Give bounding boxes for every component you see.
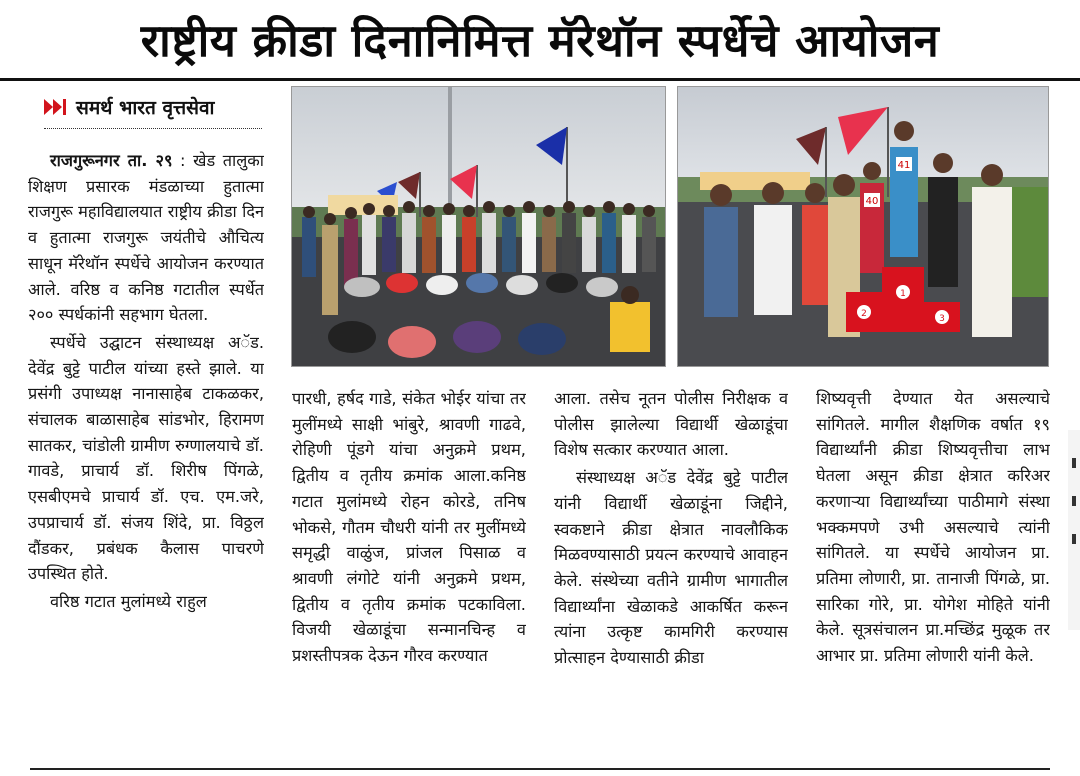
paragraph-5: आला. तसेच नूतन पोलीस निरीक्षक व पोलीस झालेल्या विद्यार्थी खेळाडूंचा विशेष सत्कार करण्यात आला.	[554, 389, 788, 460]
paragraph-3: वरिष्ठ गटात मुलांमध्ये राहुल	[50, 591, 207, 611]
paragraph-4: पारधी, हर्षद गाडे, संकेत भोईर यांचा तर मुलींमध्ये साक्षी भांबुरे, श्रावणी गाढवे, रोहिणी पूंडगे यांचा अनुक्रमे प्रथम, द्वितीय व तृतीय क्रमांक आला.कनिष्ठ गटात मुलांमध्ये रोहन कोरडे, तनिष भोकसे, गौतम चौधरी यांनी तर मुलींमध्ये समृद्धी वाळुंज, प्रांजल पिसाळ व श्रावणी लंगोटे यांनी अनुक्रमे प्रथम, द्वितीय व तृतीय क्रमांक पटकाविला. विजयी खेळाडूंचा सन्मानचिन्ह व प्रशस्तीपत्रक देऊन गौरव करण्यात	[292, 389, 526, 666]
article-column-2	[292, 386, 526, 746]
paragraph-1-text: : खेड तालुका शिक्षण प्रसारक मंडळाच्या हुतात्मा राजगुरू महाविद्यालयात राष्ट्रीय क्रीडा दिन व हुतात्मा राजगुरू जयंतीचे औचित्य साधून मॅरेथॉन स्पर्धेचे आयोजन करण्यात आले. वरिष्ठ व कनिष्ठ गटातील स्पर्धेत २०० स्पर्धकांनी सहभाग घेतला.	[28, 151, 264, 325]
byline	[44, 92, 262, 122]
adjacent-page-edge	[1068, 430, 1080, 630]
photo-marathon-participants	[291, 86, 666, 367]
article-column-4	[816, 386, 1050, 746]
headline: राष्ट्रीय क्रीडा दिनानिमित्त मॅरेथॉन स्पर्धेचे आयोजन	[140, 14, 940, 67]
double-arrow-icon	[44, 99, 68, 115]
byline-text: समर्थ भारत वृत्तसेवा	[76, 97, 215, 119]
headline-rule	[0, 78, 1080, 81]
byline-rule	[44, 128, 262, 130]
paragraph-7: शिष्यवृत्ती देण्यात येत असल्याचे सांगितले. मागील शैक्षणिक वर्षात १९ विद्यार्थ्यांनी क्रीडा शिष्यवृत्तीचा लाभ घेतला असून क्रीडा क्षेत्रात करिअर करणाऱ्या विद्यार्थ्यांच्या पाठीमागे संस्था भक्कमपणे उभी असल्याचे त्यांनी सांगितले. या स्पर्धेचे आयोजन प्रा. प्रतिमा लोणारी, प्रा. तानाजी पिंगळे, प्रा. सारिका गोरे, प्रा. योगेश मोहिते यांनी केले. सूत्रसंचालन प्रा.मच्छिंद्र मुळूक तर आभार प्रा. प्रतिमा लोणारी यांनी केले.	[816, 389, 1050, 666]
bib-number-1: 41	[897, 160, 911, 171]
paragraph-6: संस्थाध्यक्ष अॅड देवेंद्र बुट्टे पाटील यांनी विद्यार्थी खेळाडूंना जिद्दीने, स्वकष्टाने क्रीडा क्षेत्रात नावलौकिक मिळवण्यासाठी प्रयत्न करण्याचे आवाहन केले. संस्थेच्या वतीने ग्रामीण भागातील विद्यार्थ्यांना खेळाकडे आकर्षित करून त्यांना उत्कृष्ट कामगिरी करण्यास प्रोत्साहन देण्यासाठी क्रीडा	[554, 468, 788, 668]
podium-number-3: 3	[939, 314, 945, 324]
article-column-1	[28, 148, 264, 748]
photo-prize-distribution	[677, 86, 1049, 367]
bottom-rule	[30, 768, 1050, 770]
prize-photo-illustration	[678, 87, 1048, 366]
participants-photo-illustration	[292, 87, 665, 366]
paragraph-2: स्पर्धेचे उद्घाटन संस्थाध्यक्ष अॅड. देवेंद्र बुट्टे पाटील यांच्या हस्ते झाले. या प्रसंगी उपाध्यक्ष नानासाहेब टाकळकर, संचालक बाळासाहेब सांडभोर, हिरामण सातकर, चांडोली ग्रामीण रुग्णालयाचे डॉ. गावडे, प्राचार्य डॉ. शिरीष पिंगळे, एसबीएमचे प्राचार्य डॉ. एच. एम.जरे, उपप्राचार्य डॉ. संजय शिंदे, प्रा. विठ्ठल दौंडकर, प्रबंधक कैलास पाचरणे उपस्थित होते.	[28, 332, 264, 584]
dateline: राजगुरूनगर ता. २९	[50, 151, 173, 170]
podium-number-1: 1	[900, 289, 906, 299]
article-column-3	[554, 386, 788, 746]
bib-number-2: 40	[865, 196, 879, 207]
podium-number-2: 2	[861, 309, 867, 319]
paragraph-1	[28, 148, 264, 328]
